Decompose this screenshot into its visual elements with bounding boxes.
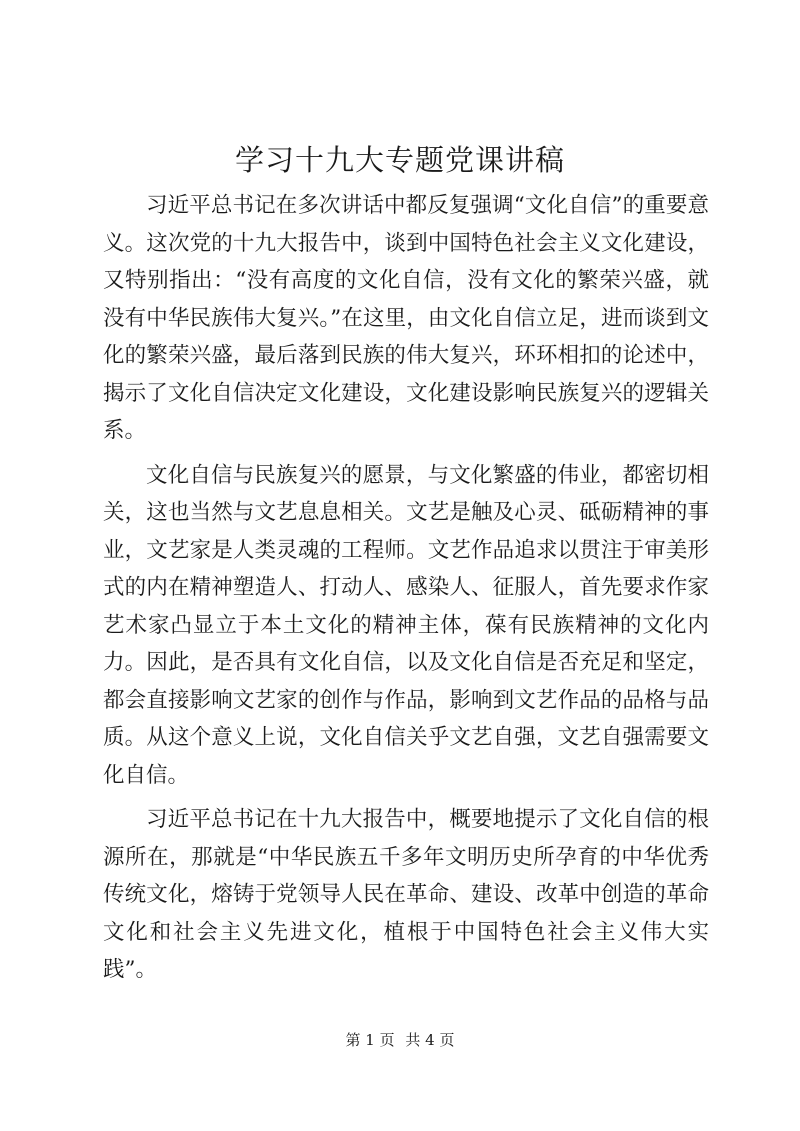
paragraph-2: 文化自信与民族复兴的愿景，与文化繁盛的伟业，都密切相关，这也当然与文艺息息相关。文艺是触及心灵、砥砺精神的事业，文艺家是人类灵魂的工程师。文艺作品追求以贯注于审美形式的内在精神塑造人、打动人、感染人、征服人，首先要求作家艺术家凸显立于本土文化的精神主体，葆有民族精神的文化内力。因此，是否具有文化自信，以及文化自信是否充足和坚定，都会直接影响文艺家的创作与作品，影响到文艺作品的品格与品质。从这个意义上说，文化自信关乎文艺自强，文艺自强需要文化自信。 bbox=[103, 462, 709, 788]
page-footer bbox=[0, 1030, 800, 1050]
page-title: 学习十九大专题党课讲稿 bbox=[234, 143, 565, 177]
paragraph-1: 习近平总书记在多次讲话中都反复强调“文化自信”的重要意义。这次党的十九大报告中，谈到中国特色社会主义文化建设，又特别指出：“没有高度的文化自信，没有文化的繁荣兴盛，就没有中华民族伟大复兴。”在这里，由文化自信立足，进而谈到文化的繁荣兴盛，最后落到民族的伟大复兴，环环相扣的论述中，揭示了文化自信决定文化建设，文化建设影响民族复兴的逻辑关系。 bbox=[103, 193, 709, 443]
document-body bbox=[103, 187, 709, 996]
page-number: 第 1 页 bbox=[345, 1031, 395, 1049]
paragraph-3: 习近平总书记在十九大报告中，概要地提示了文化自信的根源所在，那就是“中华民族五千多年文明历史所孕育的中华优秀传统文化，熔铸于党领导人民在革命、建设、改革中创造的革命文化和社会主义先进文化，植根于中国特色社会主义伟大实践”。 bbox=[103, 807, 709, 982]
page-total: 共 4 页 bbox=[405, 1031, 455, 1049]
